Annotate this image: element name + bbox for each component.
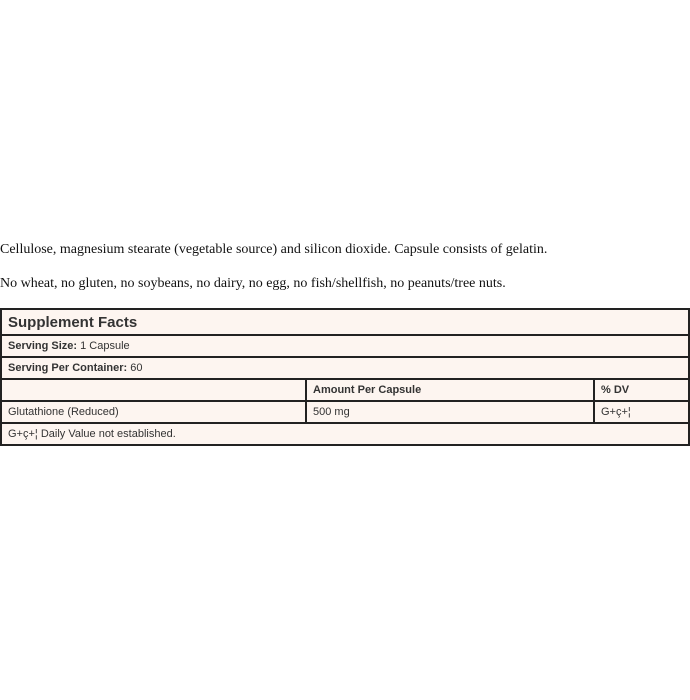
servings-per-container-cell: [1, 357, 689, 379]
table-row: [1, 401, 689, 423]
column-header-dv: [594, 379, 689, 401]
ingredient-amount: 500 mg: [306, 401, 594, 423]
column-header-row: [1, 379, 689, 401]
serving-size-cell: [1, 335, 689, 357]
ingredient-name: Glutathione (Reduced): [1, 401, 306, 423]
column-header-amount-label: Amount Per Capsule: [313, 384, 422, 396]
serving-size-value: 1 Capsule: [77, 340, 130, 352]
title-row: [1, 309, 689, 335]
ingredient-dv: G+ç+¦: [594, 401, 689, 423]
footnote: G+ç+¦ Daily Value not established.: [1, 423, 689, 445]
servings-per-container-label: Serving Per Container:: [8, 362, 128, 374]
supplement-facts-title: Supplement Facts: [1, 309, 689, 335]
other-ingredients-text: Cellulose, magnesium stearate (vegetable source) and silicon dioxide. Capsule consists of gelatin.: [0, 242, 548, 257]
allergen-statement-text: No wheat, no gluten, no soybeans, no dairy, no egg, no fish/shellfish, no peanuts/tree nuts.: [0, 276, 506, 291]
column-header-amount: [306, 379, 594, 401]
servings-per-container-value: 60: [127, 362, 143, 374]
column-header-name: [1, 379, 306, 401]
serving-size-row: [1, 335, 689, 357]
column-header-dv-label: % DV: [601, 384, 630, 396]
footnote-row: [1, 423, 689, 445]
supplement-facts-table: [0, 308, 690, 446]
serving-size-label: Serving Size:: [8, 340, 78, 352]
servings-per-container-row: [1, 357, 689, 379]
